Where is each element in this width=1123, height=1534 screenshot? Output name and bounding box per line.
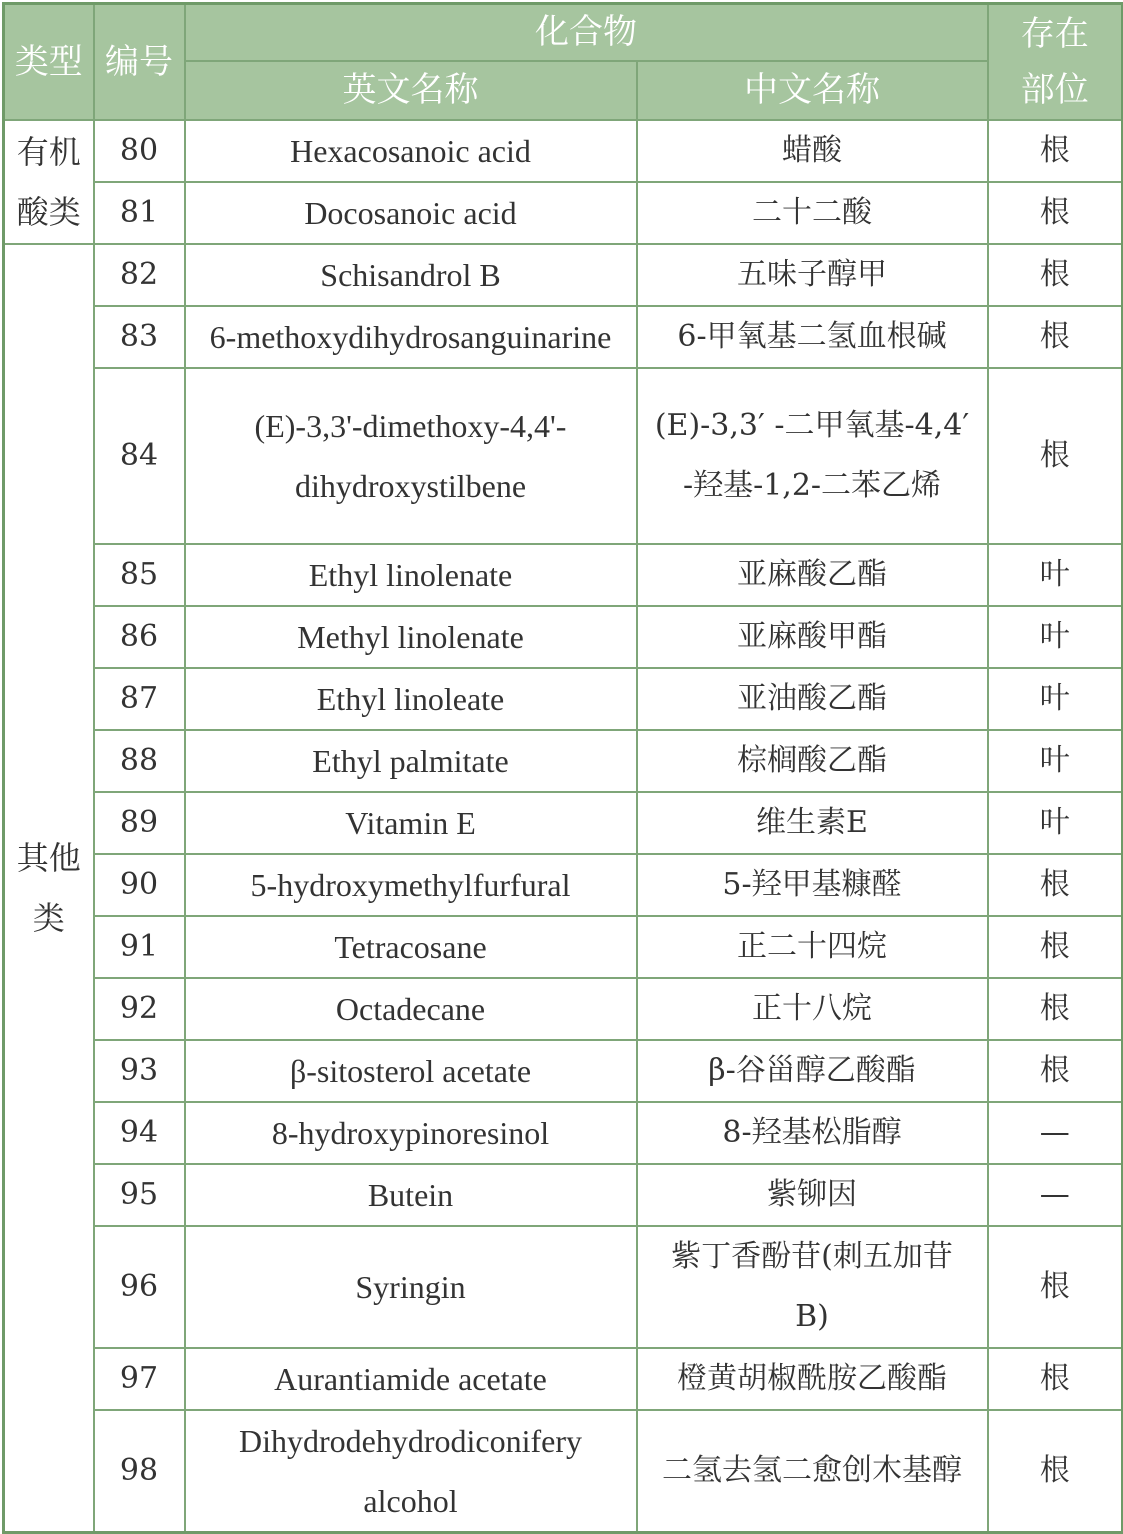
cell-number-text: 88 xyxy=(119,742,159,778)
cell-chinese-name-text: 正十八烷 xyxy=(752,990,872,1026)
cell-chinese-name xyxy=(637,1410,988,1533)
table-row xyxy=(4,792,1123,854)
cell-chinese-name xyxy=(637,1040,988,1102)
cell-english-name-text: 5-hydroxymethylfurfural xyxy=(250,866,571,903)
cell-number xyxy=(94,544,185,606)
cell-location-text: 叶 xyxy=(1039,742,1070,778)
cell-location-text: 根 xyxy=(1039,1452,1070,1488)
cell-number-text: 87 xyxy=(119,680,159,716)
cell-location-text: 根 xyxy=(1039,318,1070,354)
cell-location-text: 根 xyxy=(1039,132,1070,168)
cell-chinese-name-text: 亚麻酸甲酯 xyxy=(737,618,887,654)
cell-location xyxy=(988,1040,1123,1102)
table-row xyxy=(4,244,1123,306)
cell-chinese-name-text: (E)-3,3′ -二甲氧基-4,4′ -羟基-1,2-二苯乙烯 xyxy=(654,407,970,503)
table-row xyxy=(4,1102,1123,1164)
cell-location xyxy=(988,1348,1123,1410)
cell-chinese-name-text: 橙黄胡椒酰胺乙酸酯 xyxy=(677,1360,947,1396)
cell-number xyxy=(94,730,185,792)
table-row xyxy=(4,544,1123,606)
cell-english-name xyxy=(185,368,637,544)
cell-chinese-name xyxy=(637,368,988,544)
cell-number xyxy=(94,978,185,1040)
cell-chinese-name xyxy=(637,668,988,730)
cell-number-text: 83 xyxy=(119,318,159,354)
cell-number xyxy=(94,1040,185,1102)
cell-chinese-name xyxy=(637,1348,988,1410)
cell-location xyxy=(988,730,1123,792)
cell-number xyxy=(94,244,185,306)
cell-location-text: 根 xyxy=(1039,1268,1070,1304)
cell-number-text: 94 xyxy=(119,1114,159,1150)
cell-chinese-name-text: 6-甲氧基二氢血根碱 xyxy=(677,318,947,354)
cell-location-text: 叶 xyxy=(1039,556,1070,592)
cell-location xyxy=(988,792,1123,854)
cell-chinese-name xyxy=(637,730,988,792)
cell-location xyxy=(988,368,1123,544)
cell-english-name-text: Syringin xyxy=(355,1268,466,1305)
cell-english-name-text: (E)-3,3'-dimethoxy-4,4'-dihydroxystilbene xyxy=(254,407,567,504)
cell-number xyxy=(94,120,185,182)
cell-english-name xyxy=(185,730,637,792)
cell-english-name-text: Ethyl linolenate xyxy=(308,556,513,593)
cell-location-text: 根 xyxy=(1039,194,1070,230)
cell-english-name-text: Schisandrol B xyxy=(320,256,501,293)
table-row xyxy=(4,1164,1123,1226)
cell-location-text: 根 xyxy=(1039,1052,1070,1088)
cell-number-text: 90 xyxy=(119,866,159,902)
cell-chinese-name-text: 亚油酸乙酯 xyxy=(737,680,887,716)
cell-number xyxy=(94,182,185,244)
cell-location xyxy=(988,606,1123,668)
cell-chinese-name-text: 五味子醇甲 xyxy=(737,256,887,292)
cell-number-text: 97 xyxy=(119,1360,159,1396)
cell-number xyxy=(94,1410,185,1533)
cell-location-text: 根 xyxy=(1039,866,1070,902)
cell-english-name-text: 8-hydroxypinoresinol xyxy=(271,1114,550,1151)
cell-english-name-text: 6-methoxydihydrosanguinarine xyxy=(209,318,612,355)
cell-chinese-name xyxy=(637,1102,988,1164)
cell-english-name xyxy=(185,1226,637,1348)
cell-number xyxy=(94,668,185,730)
cell-location xyxy=(988,306,1123,368)
cell-number xyxy=(94,306,185,368)
cell-location xyxy=(988,544,1123,606)
cell-chinese-name xyxy=(637,916,988,978)
cell-number-text: 80 xyxy=(119,132,159,168)
cell-location xyxy=(988,1226,1123,1348)
cell-chinese-name xyxy=(637,182,988,244)
cell-english-name xyxy=(185,916,637,978)
table-row xyxy=(4,1410,1123,1533)
cell-number-text: 84 xyxy=(119,437,159,473)
cell-location-text: 根 xyxy=(1039,437,1070,473)
cell-english-name-text: Dihydrodehydrodiconifery alcohol xyxy=(238,1422,582,1519)
cell-chinese-name xyxy=(637,244,988,306)
cell-number-text: 91 xyxy=(119,928,159,964)
cell-number xyxy=(94,854,185,916)
cell-location-text: 根 xyxy=(1039,1360,1070,1396)
cell-chinese-name-text: 亚麻酸乙酯 xyxy=(737,556,887,592)
cell-location-text: 叶 xyxy=(1039,618,1070,654)
cell-chinese-name xyxy=(637,544,988,606)
cell-number xyxy=(94,1226,185,1348)
cell-location xyxy=(988,1410,1123,1533)
cell-number xyxy=(94,792,185,854)
table-body xyxy=(4,120,1123,1533)
header-location xyxy=(988,4,1123,120)
header-compound: 化合物 xyxy=(185,4,988,61)
cell-chinese-name xyxy=(637,606,988,668)
cell-chinese-name xyxy=(637,854,988,916)
cell-number xyxy=(94,606,185,668)
cell-english-name-text: Aurantiamide acetate xyxy=(274,1360,547,1397)
cell-english-name xyxy=(185,606,637,668)
cell-number-text: 93 xyxy=(119,1052,159,1088)
cell-english-name xyxy=(185,182,637,244)
table-row xyxy=(4,306,1123,368)
cell-chinese-name-text: 5-羟甲基糠醛 xyxy=(722,866,902,902)
cell-chinese-name-text: 紫铆因 xyxy=(767,1176,857,1212)
cell-location-text: 根 xyxy=(1039,928,1070,964)
cell-english-name xyxy=(185,1040,637,1102)
cell-location xyxy=(988,978,1123,1040)
cell-number-text: 89 xyxy=(119,804,159,840)
cell-english-name xyxy=(185,120,637,182)
cell-english-name xyxy=(185,668,637,730)
cell-english-name xyxy=(185,978,637,1040)
cell-number-text: 95 xyxy=(119,1176,159,1212)
cell-location xyxy=(988,1102,1123,1164)
table-row xyxy=(4,1226,1123,1348)
cell-number-text: 86 xyxy=(119,618,159,654)
table-row xyxy=(4,854,1123,916)
compound-table xyxy=(2,2,1123,1534)
cell-location-text: 根 xyxy=(1039,990,1070,1026)
cell-chinese-name-text: 维生素E xyxy=(756,804,868,840)
cell-number-text: 98 xyxy=(119,1452,159,1488)
header-chinese-name: 中文名称 xyxy=(637,61,988,120)
cell-location-text: — xyxy=(1039,1114,1070,1150)
cell-english-name xyxy=(185,1102,637,1164)
cell-chinese-name-text: 正二十四烷 xyxy=(737,928,887,964)
table-row xyxy=(4,1348,1123,1410)
cell-location xyxy=(988,854,1123,916)
group-organic-acids xyxy=(4,120,94,244)
table-row xyxy=(4,368,1123,544)
cell-english-name xyxy=(185,1410,637,1533)
cell-number-text: 85 xyxy=(119,556,159,592)
cell-number xyxy=(94,1348,185,1410)
cell-number xyxy=(94,1164,185,1226)
cell-number-text: 82 xyxy=(119,256,159,292)
cell-chinese-name xyxy=(637,1226,988,1348)
table-row xyxy=(4,978,1123,1040)
cell-location-text: 根 xyxy=(1039,256,1070,292)
cell-location xyxy=(988,244,1123,306)
cell-english-name-text: Octadecane xyxy=(335,990,486,1027)
cell-chinese-name-text: 二十二酸 xyxy=(752,194,872,230)
header-number: 编号 xyxy=(94,4,185,120)
table-row xyxy=(4,120,1123,182)
cell-chinese-name-text: 棕榈酸乙酯 xyxy=(737,742,887,778)
cell-number-text: 96 xyxy=(119,1268,159,1304)
cell-english-name xyxy=(185,1164,637,1226)
table-row xyxy=(4,916,1123,978)
table-row xyxy=(4,668,1123,730)
cell-location xyxy=(988,1164,1123,1226)
cell-english-name-text: Ethyl linoleate xyxy=(316,680,505,717)
cell-chinese-name-text: 蜡酸 xyxy=(782,132,842,168)
cell-location xyxy=(988,120,1123,182)
header-type: 类型 xyxy=(4,4,94,120)
cell-location-text: — xyxy=(1039,1176,1070,1212)
cell-english-name xyxy=(185,244,637,306)
cell-english-name-text: Methyl linolenate xyxy=(297,618,524,655)
cell-chinese-name-text: 二氢去氢二愈创木基醇 xyxy=(662,1452,962,1488)
cell-english-name-text: Tetracosane xyxy=(334,928,487,965)
cell-number xyxy=(94,368,185,544)
cell-location-text: 叶 xyxy=(1039,804,1070,840)
cell-english-name xyxy=(185,792,637,854)
cell-english-name-text: β-sitosterol acetate xyxy=(289,1052,532,1089)
cell-location-text: 叶 xyxy=(1039,680,1070,716)
header-location-text: 存在部位 xyxy=(1020,13,1089,110)
cell-english-name-text: Hexacosanoic acid xyxy=(290,132,531,169)
cell-english-name xyxy=(185,1348,637,1410)
cell-english-name-text: Butein xyxy=(367,1176,454,1213)
cell-chinese-name-text: β-谷甾醇乙酸酯 xyxy=(708,1052,916,1088)
group-label: 其他类 xyxy=(16,838,81,937)
cell-number-text: 92 xyxy=(119,990,159,1026)
cell-english-name xyxy=(185,854,637,916)
cell-location xyxy=(988,182,1123,244)
cell-english-name-text: Vitamin E xyxy=(345,804,476,841)
cell-number xyxy=(94,1102,185,1164)
table-row xyxy=(4,606,1123,668)
cell-english-name xyxy=(185,306,637,368)
cell-chinese-name-text: 8-羟基松脂醇 xyxy=(722,1114,902,1150)
header-english-name: 英文名称 xyxy=(185,61,637,120)
cell-number xyxy=(94,916,185,978)
cell-chinese-name xyxy=(637,1164,988,1226)
table-row xyxy=(4,182,1123,244)
table-row xyxy=(4,730,1123,792)
cell-chinese-name xyxy=(637,792,988,854)
cell-location xyxy=(988,916,1123,978)
cell-chinese-name xyxy=(637,306,988,368)
cell-number-text: 81 xyxy=(119,194,159,230)
cell-chinese-name xyxy=(637,120,988,182)
cell-english-name-text: Ethyl palmitate xyxy=(312,742,509,779)
group-label: 有机酸类 xyxy=(16,132,81,231)
cell-chinese-name-text: 紫丁香酚苷(刺五加苷B) xyxy=(671,1238,953,1334)
cell-english-name xyxy=(185,544,637,606)
table-row xyxy=(4,1040,1123,1102)
cell-location xyxy=(988,668,1123,730)
cell-chinese-name xyxy=(637,978,988,1040)
cell-english-name-text: Docosanoic acid xyxy=(304,194,517,231)
group-others xyxy=(4,244,94,1533)
